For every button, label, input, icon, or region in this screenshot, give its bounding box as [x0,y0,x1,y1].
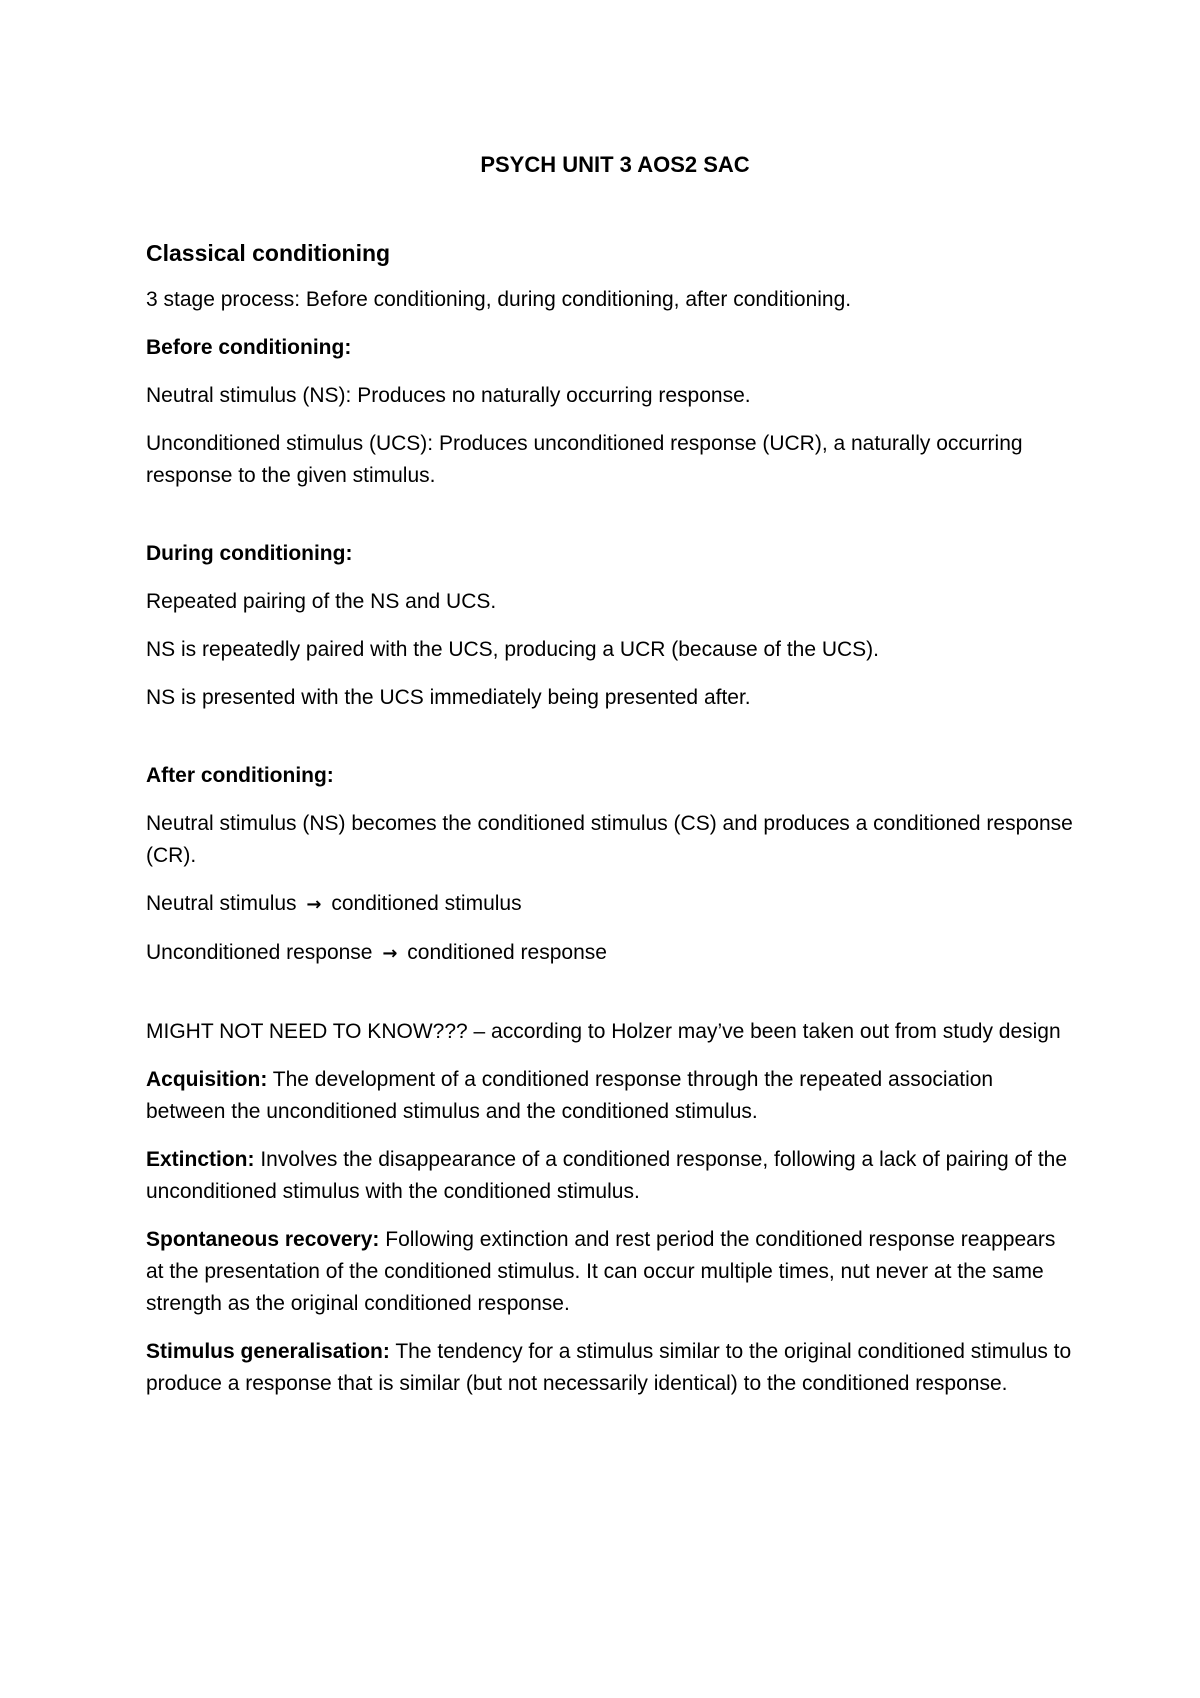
section-heading-classical-conditioning: Classical conditioning [146,240,391,266]
term-stimulus-generalisation [146,1336,1076,1400]
term-acquisition [146,1064,1076,1128]
pair-from: Neutral stimulus [146,892,297,915]
term-label: Extinction: [146,1148,255,1171]
during-line-repeated-pairing: Repeated pairing of the NS and UCS. [146,590,497,613]
term-extinction [146,1144,1076,1208]
term-definition: The development of a conditioned response through the repeated association between the unconditioned stimulus and the conditioned stimulus. [146,1068,994,1123]
after-pair-unconditioned-response [146,937,1076,970]
during-line-paired-with-ucs: NS is repeatedly paired with the UCS, producing a UCR (because of the UCS). [146,638,880,661]
term-label: Acquisition: [146,1068,268,1091]
before-line-neutral-stimulus: Neutral stimulus (NS): Produces no naturally occurring response. [146,384,751,407]
heading-during-conditioning: During conditioning: [146,542,353,565]
term-spontaneous-recovery [146,1224,1076,1320]
document-body [146,150,1076,1416]
heading-after-conditioning: After conditioning: [146,764,334,787]
term-label: Spontaneous recovery: [146,1228,380,1251]
term-definition: The tendency for a stimulus similar to the original conditioned stimulus to produce a response that is similar (but not necessarily identical) to the conditioned response. [146,1340,1072,1395]
spacer [146,986,1076,1016]
pair-to: conditioned stimulus [331,892,522,915]
arrow-right-icon: → [306,894,322,915]
spacer [146,730,1076,760]
arrow-right-icon: → [382,943,398,964]
spacer [146,508,1076,538]
pair-from: Unconditioned response [146,941,373,964]
study-design-note: MIGHT NOT NEED TO KNOW??? – according to Holzer may’ve been taken out from study design [146,1020,1061,1043]
term-label: Stimulus generalisation: [146,1340,390,1363]
term-definition: Involves the disappearance of a conditioned response, following a lack of pairing of the unconditioned stimulus with the conditioned stimulus. [146,1148,1068,1203]
document-title: PSYCH UNIT 3 AOS2 SAC [480,152,750,177]
after-pair-neutral-stimulus [146,888,1076,921]
intro-paragraph: 3 stage process: Before conditioning, during conditioning, after conditioning. [146,288,852,311]
heading-before-conditioning: Before conditioning: [146,336,352,359]
pair-to: conditioned response [407,941,607,964]
before-line-unconditioned-stimulus: Unconditioned stimulus (UCS): Produces unconditioned response (UCR), a naturally occurring response to the given stimulus. [146,432,1023,487]
after-line-ns-becomes-cs: Neutral stimulus (NS) becomes the conditioned stimulus (CS) and produces a conditioned response (CR). [146,812,1073,867]
term-definition: Following extinction and rest period the conditioned response reappears at the presentation of the conditioned stimulus. It can occur multiple times, nut never at the same strength as the original conditioned response. [146,1228,1056,1315]
during-line-presented-after: NS is presented with the UCS immediately being presented after. [146,686,751,709]
